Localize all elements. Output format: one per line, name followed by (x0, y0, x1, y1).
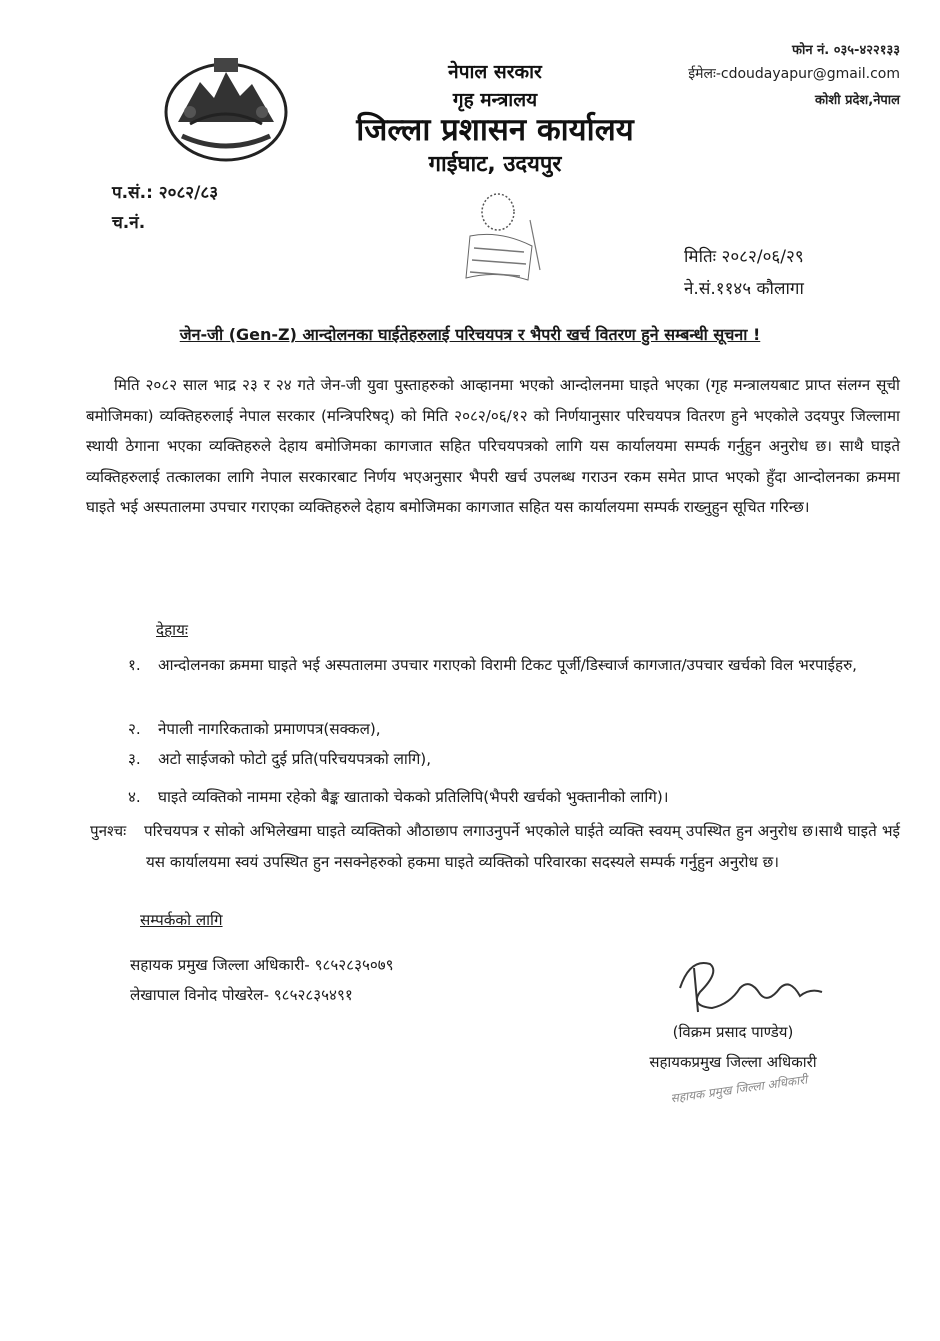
contact-email: ईमेलः-cdoudayapur@gmail.com (688, 66, 900, 82)
list-item-text: नेपाली नागरिकताको प्रमाणपत्र(सक्कल), (158, 720, 381, 738)
postscript-label: पुनश्चः (90, 822, 127, 840)
contact-province: कोशी प्रदेश,नेपाल (815, 93, 900, 108)
postscript-text: परिचयपत्र र सोको अभिलेखमा घाइते व्यक्तिको औठाछाप लगाउनुपर्ने भएकोले घाईते व्यक्ति स्वयम् उपस्थित हुन अनुरोध छ।साथै घाइते भई यस कार्यालयमा स्वयं उपस्थित हुन नसक्नेहरुको हकमा घाइते व्यक्तिको परिवारका सदस्यले सम्पर्क गर्नुहुन अनुरोध छ। (144, 822, 900, 871)
signer-name: (विक्रम प्रसाद पाण्डेय) (672, 1023, 794, 1041)
list-item-number: ३. (128, 750, 141, 768)
signer-title: सहायकप्रमुख जिल्ला अधिकारी (649, 1053, 817, 1071)
header-ministry: गृह मन्त्रालय (452, 89, 538, 111)
contact-phone: फोन नं. ०३५-४२२१३३ (791, 43, 900, 58)
list-item (128, 782, 908, 812)
list-item (128, 714, 908, 744)
list-item-number: १. (128, 656, 141, 674)
office-stamp-icon (440, 190, 560, 298)
date-bs: मितिः २०८२/०६/२९ (684, 247, 804, 267)
list-item-text: अटो साईजको फोटो दुई प्रति(परिचयपत्रको लागि), (158, 750, 432, 768)
date-ns: ने.सं.११४५ कौलागा (684, 279, 804, 299)
notice-body: मिति २०८२ साल भाद्र २३ र २४ गते जेन-जी युवा पुस्ताहरुको आव्हानमा भएको आन्दोलनमा घाइते भएका (गृह मन्त्रालयबाट प्राप्त संलग्न सूची बमोजिमका) व्यक्तिहरुलाई नेपाल सरकार (मन्त्रिपरिषद्) को मिति २०८२/०६/१२ को निर्णयानुसार परिचयपत्र वितरण हुने भएकोले उदयपुर जिल्लामा स्थायी ठेगाना भएका व्यक्तिहरुले देहाय बमोजिमका कागजात सहित परिचयपत्रको लागि यस कार्यालयमा सम्पर्क गर्नुहुन अनुरोध छ। साथै घाइते व्यक्तिहरुलाई तत्कालका लागि नेपाल सरकारबाट निर्णय भएअनुसार भैपरी खर्च उपलब्ध गराउन रकम समेत प्राप्त भएको हुँदा आन्दोलनका क्रममा घाइते भई अस्पतालमा उपचार गराएका व्यक्तिहरुले देहाय बमोजिमका कागजात सहित यस कार्यालयमा सम्पर्क राख्नुहुन सूचित गरिन्छ। (86, 376, 900, 516)
signature-icon (650, 948, 840, 1028)
contact-person: सहायक प्रमुख जिल्ला अधिकारी- ९८५२८३५०७९ (130, 956, 394, 974)
contact-person: लेखापाल विनोद पोखरेल- ९८५२८३५४९१ (130, 986, 353, 1004)
list-item-text: घाइते व्यक्तिको नाममा रहेको बैङ्क खाताको चेकको प्रतिलिपि(भैपरी खर्चको भुक्तानीको लागि)। (158, 788, 669, 806)
dispatch-number: च.नं. (112, 213, 146, 233)
list-item-number: ४. (128, 788, 141, 806)
header-location: गाईघाट, उदयपुर (428, 152, 562, 177)
reference-number: प.सं.: २०८२/८३ (112, 183, 219, 203)
notice-subject: जेन-जी (Gen-Z) आन्दोलनका घाईतेहरुलाई परिचयपत्र र भैपरी खर्च वितरण हुने सम्बन्धी सूचना ! (179, 325, 761, 344)
list-item (128, 744, 908, 774)
list-item (128, 650, 908, 680)
postscript (90, 816, 900, 877)
nepal-emblem-icon (160, 52, 292, 164)
list-label: देहायः (156, 621, 188, 639)
list-item-text: आन्दोलनका क्रममा घाइते भई अस्पतालमा उपचार गराएको विरामी टिकट पूर्जी/डिस्चार्ज कागजात/उपचार खर्चको विल भरपाईहरु, (158, 656, 857, 674)
list-item-number: २. (128, 720, 141, 738)
header-office: जिल्ला प्रशासन कार्यालय (356, 112, 634, 148)
contact-label: सम्पर्कको लागि (140, 911, 223, 929)
header-government: नेपाल सरकार (448, 61, 542, 83)
designation-stamp: सहायक प्रमुख जिल्ला अधिकारी (669, 1072, 809, 1106)
